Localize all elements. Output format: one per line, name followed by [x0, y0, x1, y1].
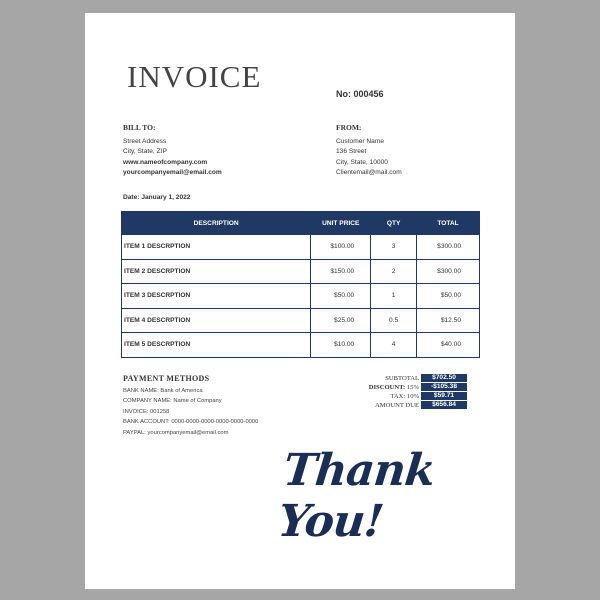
- bill-to-email: yourcompanyemail@email.com: [123, 169, 222, 176]
- item-total: $12.50: [417, 308, 480, 333]
- table-row: [122, 284, 480, 309]
- item-description: ITEM 3 DESCRPTION: [122, 284, 311, 309]
- tax-label: TAX:: [390, 393, 406, 400]
- subtotal-label: SUBTOTAL: [385, 375, 419, 382]
- item-description: ITEM 1 DESCRPTION: [122, 235, 311, 260]
- item-total: $300.00: [417, 259, 480, 284]
- item-unit-price: $50.00: [311, 284, 371, 309]
- discount-label: DISCOUNT:: [368, 384, 406, 391]
- from-heading: FROM:: [336, 123, 362, 132]
- from-city: City, State, 10000: [336, 158, 388, 166]
- amount-due-label: AMOUNT DUE: [374, 402, 419, 409]
- bill-to-website: www.nameofcompany.com: [123, 158, 208, 166]
- item-qty: 2: [371, 259, 417, 284]
- tax-value: $59.71: [421, 392, 467, 400]
- discount-rate: 15%: [406, 384, 419, 391]
- table-header-row: [122, 212, 480, 235]
- tax-row: [343, 392, 467, 401]
- from-block: [336, 123, 402, 179]
- item-unit-price: $10.00: [311, 333, 371, 358]
- amount-due-value: $656.84: [421, 401, 467, 409]
- bill-to-block: [123, 123, 222, 179]
- discount-row: [343, 383, 467, 392]
- item-total: $300.00: [417, 235, 480, 260]
- payment-methods: [123, 374, 258, 438]
- from-street: 136 Street: [336, 148, 367, 155]
- item-qty: 0.5: [371, 308, 417, 333]
- invoice-title: INVOICE: [127, 59, 262, 94]
- payment-heading: PAYMENT METHODS: [123, 374, 210, 383]
- amount-due-row: [343, 401, 467, 410]
- invoice-page: [85, 13, 515, 589]
- column-header: DESCRIPTION: [122, 212, 311, 235]
- table-row: [122, 259, 480, 284]
- column-header: UNIT PRICE: [311, 212, 371, 235]
- item-unit-price: $100.00: [311, 235, 371, 260]
- item-qty: 1: [371, 284, 417, 309]
- item-qty: 3: [371, 235, 417, 260]
- item-total: $40.00: [417, 333, 480, 358]
- column-header: TOTAL: [417, 212, 480, 235]
- from-email: Clientemail@mail.com: [336, 169, 402, 176]
- item-description: ITEM 2 DESCRPTION: [122, 259, 311, 284]
- thank-you-script: Thank You!: [275, 445, 438, 547]
- item-unit-price: $25.00: [311, 308, 371, 333]
- subtotal-row: [343, 374, 467, 383]
- item-unit-price: $150.00: [311, 259, 371, 284]
- discount-value: -$105.38: [421, 383, 467, 391]
- bill-to-heading: BILL TO:: [123, 123, 156, 132]
- summary-block: [343, 374, 467, 410]
- bill-to-street: Street Address: [123, 137, 167, 145]
- table-row: [122, 333, 480, 358]
- payment-bank: BANK NAME: Bank of America: [123, 387, 203, 394]
- item-total: $50.00: [417, 284, 480, 309]
- invoice-date: Date: January 1, 2022: [123, 194, 191, 201]
- invoice-number: No: 000456: [336, 89, 384, 99]
- tax-rate: 10%: [406, 393, 419, 400]
- payment-account: BANK ACCOUNT: 0000-0000-0000-0000-0000-0000: [123, 419, 259, 425]
- items-table: [121, 211, 480, 358]
- tax-label-group: [343, 393, 421, 400]
- subtotal-value: $702.50: [421, 374, 467, 382]
- column-header: QTY: [371, 212, 417, 235]
- item-description: ITEM 5 DESCRPTION: [122, 333, 311, 358]
- from-name: Customer Name: [336, 137, 385, 145]
- item-qty: 4: [371, 333, 417, 358]
- payment-company: COMPANY NAME: Name of Company: [123, 398, 222, 404]
- payment-invoice: INVOICE: 001258: [123, 408, 170, 415]
- payment-paypal: PAYPAL: yourcompanyemail@email.com: [123, 429, 229, 436]
- item-description: ITEM 4 DESCRPTION: [122, 308, 311, 333]
- discount-label-group: [343, 384, 421, 391]
- table-row: [122, 308, 480, 333]
- table-row: [122, 235, 480, 260]
- bill-to-city: City, State, ZIP: [123, 148, 167, 155]
